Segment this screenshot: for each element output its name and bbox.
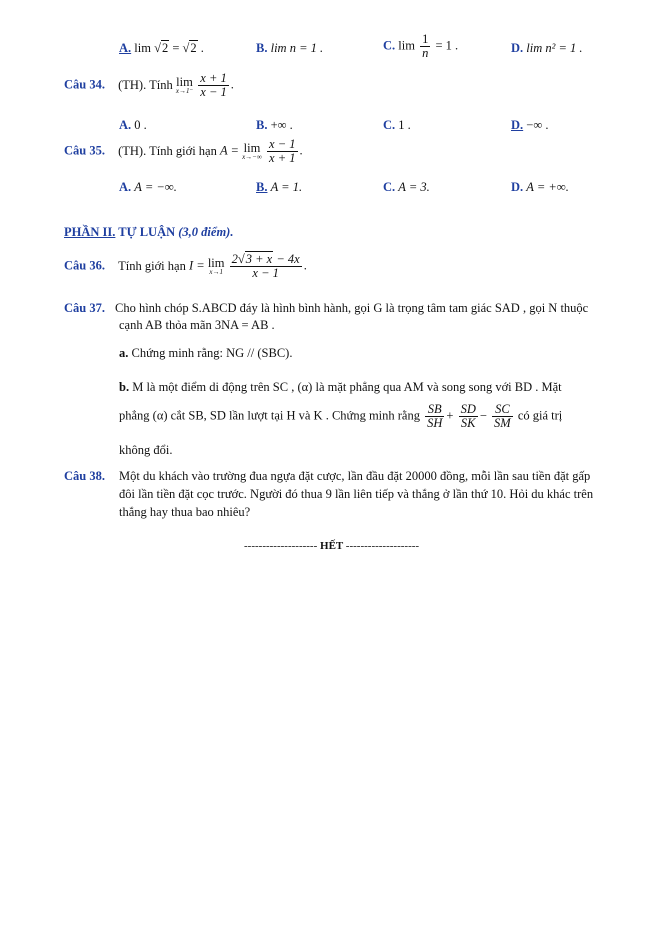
option-text: 0 . (134, 118, 147, 132)
end-marker (244, 540, 419, 552)
option-text: A = 3. (398, 180, 430, 194)
part-text: phẳng (α) cắt SB, SD lần lượt tại H và K . Chứng minh rằng (119, 408, 420, 423)
limit-operator: lim x→1⁻ (175, 74, 194, 96)
dashes-left: -------------------- (244, 540, 318, 552)
part-label: b. (119, 380, 130, 394)
option-text: 1 . (398, 118, 411, 132)
fraction: $\frac{x + 1}{x - 1}$ (200, 71, 227, 100)
fraction: $\frac{SB}{SH}$ (427, 402, 443, 431)
q33-option-b (256, 41, 323, 56)
option-text: lim n = 1 . (270, 41, 324, 55)
part-text: M là một điểm di động trên SC , (α) là mặt phẳng qua AM và song song với BD . Mặt (132, 380, 562, 394)
question-label: Câu 35. (64, 143, 105, 158)
limit-operator: lim x→−∞ (242, 140, 262, 162)
q37-part-b-line-3: không đổi. (119, 443, 173, 457)
q34-option-a (119, 118, 147, 133)
fraction: $\frac{1}{n}$ (422, 32, 429, 61)
q37-label: Câu 37. (64, 301, 105, 315)
option-label: A. (119, 118, 132, 132)
q33-option-d (511, 41, 583, 56)
q33-option-c (383, 33, 458, 60)
q35-option-c (383, 180, 430, 195)
option-label: C. (383, 38, 396, 53)
option-text: −∞ . (526, 118, 549, 132)
q38-line-2: đôi lần tiền đặt cọc trước. Người đó thua 9 lần liên tiếp và thắng ở lần thứ 10. Hỏi du khác trên (119, 487, 594, 501)
dashes-right: -------------------- (345, 540, 420, 552)
fraction: $\frac{x - 1}{x + 1}$ (269, 137, 296, 166)
option-text: lim (398, 38, 415, 53)
option-label: C. (383, 118, 396, 132)
option-text: +∞ . (270, 118, 293, 132)
option-label: A. (119, 41, 132, 55)
option-label: D. (511, 41, 524, 55)
q38-line-3: thắng hay thua bao nhiêu? (119, 505, 251, 519)
q35-option-b (256, 180, 302, 195)
q35-option-a (119, 180, 177, 195)
section-points: (3,0 điểm). (178, 225, 234, 239)
part-text: Chứng minh rằng: NG // (SBC). (131, 346, 293, 360)
q36-question: Câu 36. Tính giới hạn I = lim x→1 $\frac{2√3 + x - 4x}{x - 1}$ . (64, 252, 307, 281)
end-text: HẾT (317, 540, 346, 552)
lhs: A = (219, 143, 239, 158)
q33-option-a (119, 41, 204, 56)
q38-line-1: Một du khách vào trường đua ngựa đặt cược, lần đầu đặt 20000 đồng, mỗi lần sau tiền đặt gấp (119, 469, 591, 483)
option-text: lim n² = 1 . (526, 41, 583, 55)
option-text: lim (134, 41, 151, 55)
option-label: D. (511, 118, 524, 132)
q37-line-2: cạnh AB thỏa mãn 3NA = AB . (119, 318, 275, 332)
section-heading (64, 225, 233, 240)
option-label: D. (511, 180, 524, 194)
q34-option-b (256, 118, 293, 133)
q35-question: Câu 35. (TH). Tính giới hạn A = lim x→−∞ $\frac{x - 1}{x + 1}$ . (64, 137, 303, 166)
q34-option-c (383, 118, 411, 133)
option-text: A = +∞. (526, 180, 569, 194)
question-label: Câu 36. (64, 258, 105, 273)
option-tail: = 1 . (435, 38, 459, 53)
q37-part-b-line-2: phẳng (α) cắt SB, SD lần lượt tại H và K . Chứng minh rằng $\frac{SB}{SH}$ + $\frac{SD}{SK}$ − $\frac{SC}{SM}$ có giá trị (119, 402, 563, 431)
section-title: TỰ LUẬN (115, 225, 179, 239)
q35-option-d (511, 180, 569, 195)
part-text-tail: có giá trị (517, 408, 563, 423)
q37-part-b-line-1 (119, 380, 562, 395)
part-label: a. (119, 346, 129, 360)
option-label: C. (383, 180, 396, 194)
math-expression: √2 = √2 . (154, 41, 204, 55)
fraction: $\frac{2√3 + x - 4x}{x - 1}$ (231, 252, 300, 281)
q37-part-a (119, 346, 292, 361)
option-text: A = −∞. (134, 180, 177, 194)
question-text: (TH). Tính giới hạn (118, 143, 217, 158)
lhs: I = (188, 258, 205, 273)
question-label: Câu 34. (64, 77, 105, 92)
option-label: B. (256, 118, 268, 132)
option-text: A = 1. (270, 180, 303, 194)
question-text: (TH). Tính (118, 77, 173, 92)
option-label: B. (256, 180, 268, 194)
q37-line-1: Cho hình chóp S.ABCD đáy là hình bình hành, gọi G là trọng tâm tam giác SAD , gọi N thuộc (115, 301, 589, 315)
option-label: B. (256, 41, 268, 55)
fraction: $\frac{SC}{SM}$ (494, 402, 511, 431)
fraction: $\frac{SD}{SK}$ (460, 402, 476, 431)
q38-label: Câu 38. (64, 469, 105, 483)
limit-operator: lim x→1 (207, 255, 225, 277)
q34-option-d (511, 118, 549, 133)
q34-question: Câu 34. (TH). Tính lim x→1⁻ $\frac{x + 1}{x - 1}$ . (64, 71, 234, 100)
option-label: A. (119, 180, 132, 194)
section-number: PHẦN II. (64, 225, 116, 239)
question-text: Tính giới hạn (118, 258, 186, 273)
